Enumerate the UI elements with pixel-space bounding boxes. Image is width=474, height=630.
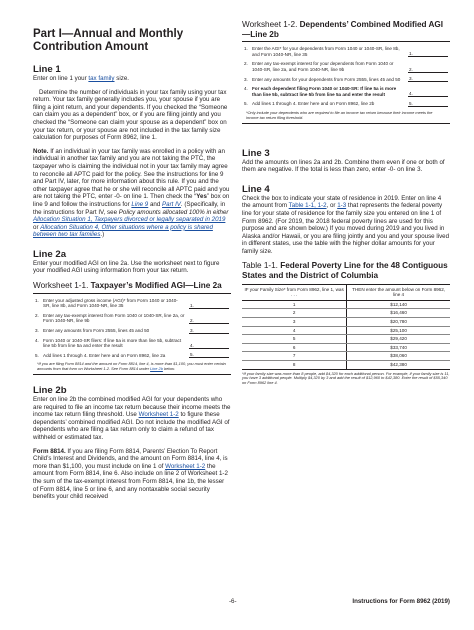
entry-line[interactable]: 5. <box>408 101 448 107</box>
left-column <box>33 28 231 501</box>
worksheet-1-2 <box>242 44 450 123</box>
worksheet-row: 2. Enter any tax-exempt interest for your dependents from Form 1040 or 1040-SR, line 2a, and Form 1040-NR, line 9b 2. <box>242 59 450 74</box>
line2a-heading: Line 2a <box>33 248 67 260</box>
table-row: 8 $42,380 <box>242 361 450 370</box>
worksheet-row: 4. For each dependent filing Form 1040 or 1040-SR: If line 5a is more than line 5b, subtract line 5b from line 5a and enter the result 4. <box>242 84 450 99</box>
line9-link[interactable]: Line 9 <box>131 200 149 208</box>
worksheet-1-2-title: Worksheet 1-2. Dependents’ Combined Modified AGI—Line 2b <box>242 20 450 42</box>
entry-line[interactable]: 4. <box>189 343 229 349</box>
amount-header: THEN enter the amount below on Form 8962, line 4 <box>347 284 450 300</box>
table-1-1-link[interactable]: Table 1-1, 1-2 <box>288 202 327 210</box>
family-size-header: IF your Family Size* from Form 8962, line 1, was . . . <box>242 284 347 300</box>
form-8814-paragraph: Form 8814. If you are filing Form 8814, Parents’ Election To Report Child’s Interest and Dividends, and the amount on Form 8814, line 4, is more than $1,100, you must include on line 1 of Worksheet 1-2 the amount from Form 8814, line 6. Also include on line 2 of Worksheet 1-2 the sum of the tax-exempt interest from Form 8814, line 1b, the lesser of Form 8814, line 5 or line 6, and any nontaxable social security benefits your child received <box>33 447 228 501</box>
line2b-paragraph: Enter on line 2b the combined modified AGI for your dependents who are required to file an income tax return because their income meets the income tax return filing threshold. Use Worksheet 1-2 to figure these dependents’ combined modified AGI. Do not include the modified AGI of dependents who are filing a tax return only to claim a refund of tax withheld or estimated tax. <box>33 396 231 441</box>
worksheet-row: 4. Form 1040 or 1040-SR filers: If line 5a is more than line 5b, subtract line 5b from line 5a and enter the result 4. <box>33 336 231 351</box>
line1-heading: Line 1 <box>33 64 61 75</box>
right-column <box>242 20 450 386</box>
table-1-3-link[interactable]: 1-3 <box>337 202 347 210</box>
entry-line[interactable]: 3. <box>189 328 229 334</box>
table-row: 2 $16,460 <box>242 309 450 318</box>
tax-family-link[interactable]: tax family <box>88 75 115 82</box>
table-row: 6 $33,740 <box>242 343 450 352</box>
table-row: 7 $38,060 <box>242 352 450 361</box>
line3-text: Add the amounts on lines 2a and 2b. Combine them even if one or both of them are negative. If the total is less than zero, enter -0- on line 3. <box>242 158 445 174</box>
table-1-1-title: Table 1-1. Federal Poverty Line for the 48 Contiguous States and the District of Columbia <box>242 261 448 281</box>
entry-line[interactable]: 1. <box>189 303 229 309</box>
poverty-line-table <box>242 284 450 370</box>
worksheet-1-2-note: *Only include your dependents who are required to file an income tax return because their income meets the income tax return filing threshold. <box>246 109 433 120</box>
worksheet-row: 2. Enter any tax-exempt interest from Form 1040 or 1040-SR, line 2a, or Form 1040-NR, line 9b 2. <box>33 311 231 326</box>
line-2b-link[interactable]: Line 2b <box>150 366 163 372</box>
entry-line[interactable]: 4. <box>408 91 448 97</box>
worksheet-1-1 <box>33 296 231 375</box>
line3-heading: Line 3 <box>242 147 270 159</box>
worksheet-1-1-note: *If you are filing Form 8814 and the amount on Form 8814, line 4, is more than $1,100, you must enter certain amounts from that form on Worksheet 1-2. See Form 8814 under Line 2b below. <box>37 361 226 372</box>
allocation-situation-1-link[interactable]: Allocation Situation 1, Taxpayers divorced or legally separated in 2019 <box>33 216 226 224</box>
line2a-text: Enter your modified AGI on line 2a. Use the worksheet next to figure your modified AGI using information from your tax return. <box>33 259 220 275</box>
entry-line[interactable]: 2. <box>408 67 448 73</box>
table-row: 5 $29,420 <box>242 335 450 344</box>
worksheet-row: 1. Enter your adjusted gross income (AGI)* from Form 1040 or 1040-SR, line 8b, and Form 1040-NR, line 35 1. <box>33 296 231 311</box>
worksheet-row: 3. Enter any amounts from Form 2555, lines 45 and 50 3. <box>33 326 231 336</box>
table-row: 4 $25,100 <box>242 326 450 335</box>
entry-line[interactable]: 1. <box>408 51 448 57</box>
table-row: 3 $20,780 <box>242 318 450 327</box>
worksheet-row: 1. Enter the AGI* for your dependents from Form 1040 or 1040-SR, line 8b, and Form 1040-NR, line 35 1. <box>242 44 450 59</box>
table-1-1-note: *If your family size was more than 8 people, add $4,320 for each additional person. For example, if your family size is 11, you have 3 additional people. Multiply $4,320 by 3 and add the result of $12,960 to $42,380. Enter the result of $55,340 on Form 8962 line 4. <box>242 370 450 386</box>
entry-line[interactable]: 2. <box>189 318 229 324</box>
table-row: 1 $12,140 <box>242 300 450 309</box>
line1-note: Note. If an individual in your tax family was enrolled in a policy with an individual in another tax family and you are not taking the PTC, the taxpayer who is claiming the individual not in your tax family may agree to reconcile all APTC paid for the policy. See the instructions for line 9 and Part IV, later, for more information about this rule. If you and the other taxpayer agree that he or she will reconcile all APTC paid and you are not taking the PTC, enter -0- on line 1. Then check the “Yes” box on line 9 and follow the instructions for Line 9 and Part IV. (Specifically, in the instructions for Part IV, see Policy amounts allocated 100% in either Allocation Situation 1, Taxpayers divorced or legally separated in 2019 or Allocation Situation 4, Other situations where a policy is shared between two tax families.) <box>33 147 230 239</box>
worksheet-1-2-link[interactable]: Worksheet 1-2 <box>165 462 206 470</box>
worksheet-row: 3. Enter any amounts for your dependents from Form 2555, lines 45 and 50 3. <box>242 75 450 85</box>
line1-paragraph: Determine the number of individuals in your tax family using your tax return. Your tax family generally includes you, your spouse if you are filing a joint return, and your dependents. If you checked the “Someone can claim you as a dependent” box, or if you are filing jointly and you checked the “Someone can claim your spouse as a dependent” box on your tax return, or your spouse are not included in the tax family size calculation for purposes of Form 8962, line 1. <box>33 88 228 142</box>
allocation-situation-4-link[interactable]: Allocation Situation 4, Other situations where a policy is shared between two tax families <box>33 223 213 239</box>
line4-text: Check the box to indicate your state of residence in 2019. Enter on line 4 the amount from Table 1-1, 1-2, or 1-3 that represents the federal poverty line for your state of residence for the family size you entered on line 1 of Form 8962. (For 2019, the 2018 federal poverty lines are used for this purpose and are shown below.) If you moved during 2019 and you lived in Alaska and/or Hawaii, or you are filing jointly and you and your spouse lived in different states, use the table with the higher dollar amounts for your family size. <box>242 194 450 255</box>
footer-title: Instructions for Form 8962 (2019) <box>352 598 450 605</box>
line4-heading: Line 4 <box>242 183 270 195</box>
line2b-heading: Line 2b <box>33 385 67 396</box>
part-title: Part I—Annual and Monthly Contribution Amount <box>33 28 184 53</box>
entry-line[interactable]: 5. <box>189 352 229 358</box>
entry-line[interactable]: 3. <box>408 76 448 82</box>
worksheet-1-2-link[interactable]: Worksheet 1-2 <box>138 411 179 419</box>
worksheet-1-1-title: Worksheet 1-1. Taxpayer’s Modified AGI—Line 2a <box>33 281 231 294</box>
worksheet-row: 5. Add lines 1 through 4. Enter here and on Form 8962, line 2a 5. <box>33 351 231 361</box>
part4-link[interactable]: Part IV <box>162 200 181 208</box>
page-number: -6- <box>229 598 237 605</box>
worksheet-row: 5. Add lines 1 through 4. Enter here and on Form 8962, line 2b 5. <box>242 99 450 109</box>
line1-intro: Enter on line 1 your tax family size. <box>33 75 129 82</box>
